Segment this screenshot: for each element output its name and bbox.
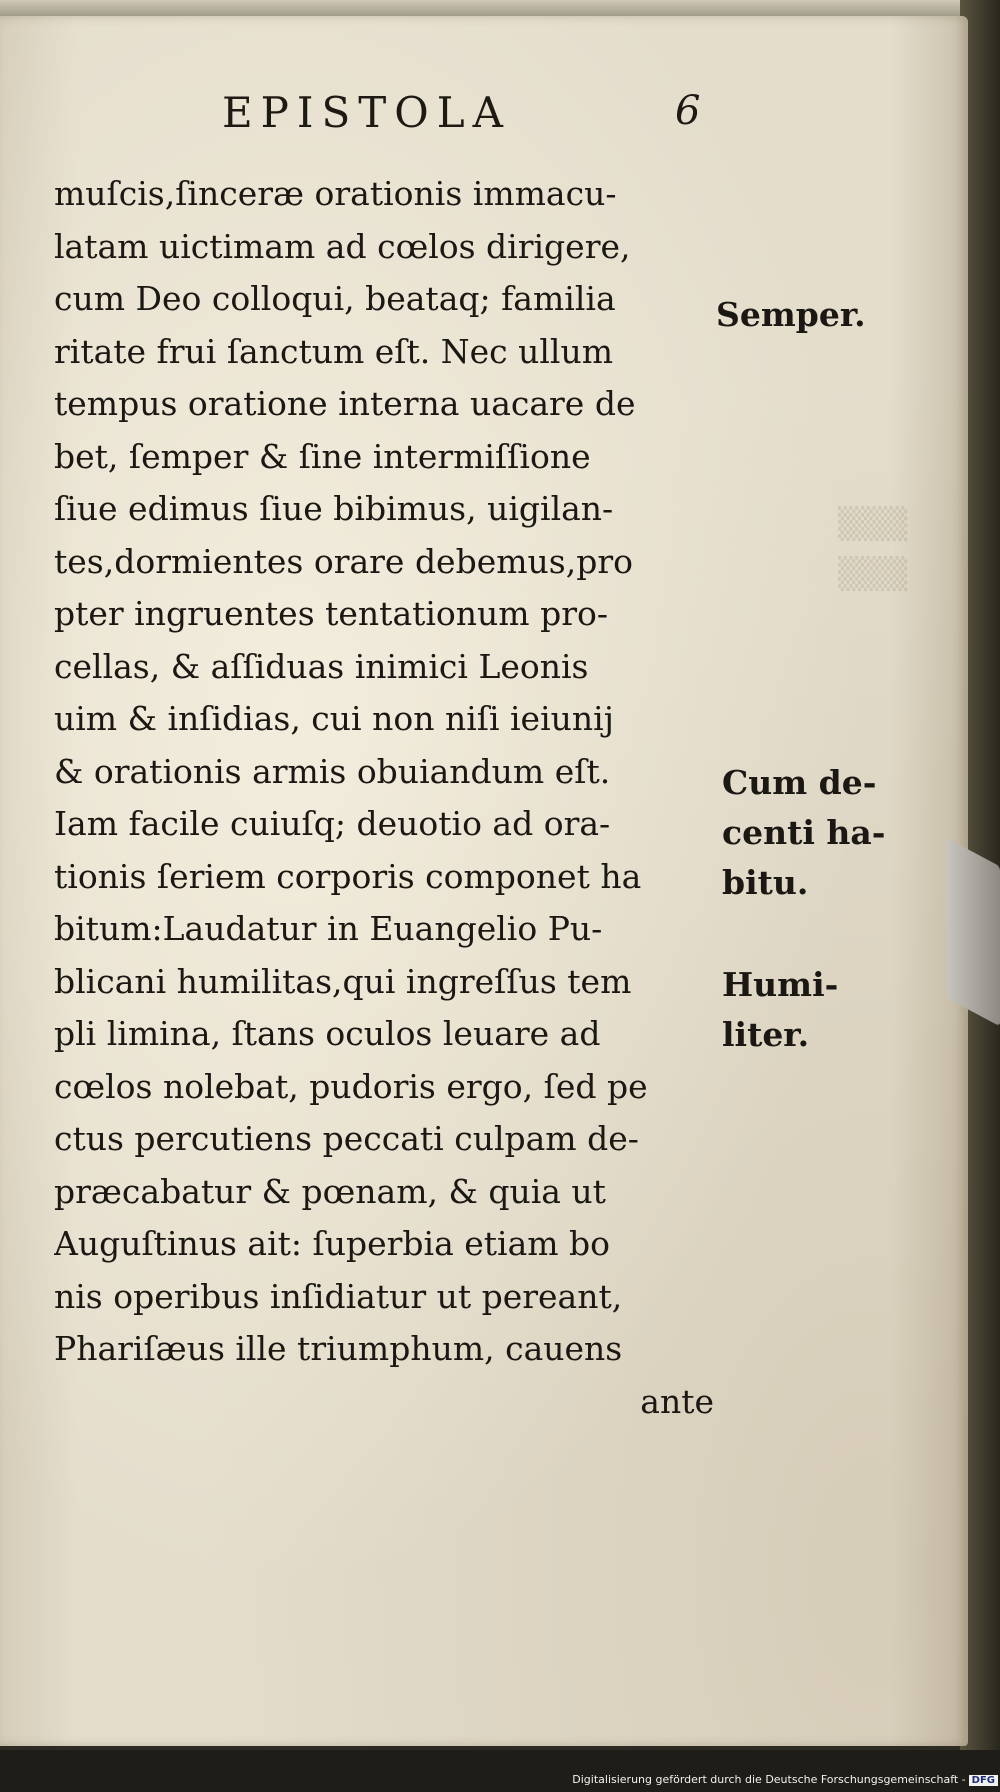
text-line: ſiue edimus ſiue bibimus, uigilan- (54, 489, 614, 528)
page-marker-tab (946, 838, 1000, 1027)
text-line: cellas, & aſſiduas inimici Leonis (54, 646, 589, 686)
header-title: EPISTOLA (222, 88, 511, 137)
text-line: muſcis,ſinceræ orationis immacu- (54, 174, 617, 213)
text-line: cum Deo colloqui, beataq; familia (54, 279, 616, 318)
marginal-note-humiliter (722, 960, 838, 1060)
marginal-note-cum-decenti-habitu (722, 758, 885, 908)
text-line: præcabatur & pœnam, & quia ut (54, 1171, 606, 1211)
text-line: pli limina, ſtans oculos leuare ad (54, 1014, 601, 1053)
text-line: Iam facile cuiuſq; deuotio ad ora- (54, 804, 611, 843)
text-line: bitum:Laudatur in Euangelio Pu- (54, 909, 603, 948)
text-line: ritate frui ſanctum eſt. Nec ullum (54, 331, 614, 371)
running-head (0, 88, 1000, 148)
digitization-credit (572, 1773, 998, 1786)
text-line: blicani humilitas,qui ingreſſus tem (54, 961, 632, 1001)
text-line: Auguſtinus ait: ſuperbia etiam bo (54, 1224, 611, 1263)
marginal-note-line: Humi- (722, 965, 839, 1004)
text-line: & orationis armis obuiandum eſt. (54, 751, 611, 791)
text-line: Phariſæus ille triumphum, cauens (54, 1329, 623, 1368)
marginal-note-line: bitu. (722, 863, 809, 902)
text-line: tes,dormientes orare debemus,pro (54, 541, 633, 581)
marginal-note-line: centi ha- (722, 813, 886, 852)
text-line: tempus oratione interna uacare de (54, 384, 636, 423)
text-line: bet, ſemper & ſine intermiſſione (54, 436, 591, 476)
credit-text: Digitalisierung gefördert durch die Deutsche Forschungsgemeinschaft - (572, 1773, 966, 1786)
marginal-note-line: liter. (722, 1015, 810, 1054)
text-line: ctus percutiens peccati culpam de- (54, 1119, 639, 1158)
text-line: pter ingruentes tentationum pro- (54, 594, 609, 633)
marginal-note-line: Cum de- (722, 763, 877, 802)
text-line: nis operibus inſidiatur ut pereant, (54, 1276, 623, 1316)
catchword: ante (640, 1381, 714, 1421)
text-line: cœlos nolebat, pudoris ergo, ſed pe (54, 1066, 648, 1106)
page-number: 6 (675, 88, 701, 134)
marginal-note-line: Semper. (716, 295, 866, 334)
body-text (54, 168, 714, 1428)
bleed-through-text: ▒▒▒ ▒▒▒ (838, 507, 908, 592)
text-line: tionis ſeriem corporis componet ha (54, 856, 642, 896)
text-line: uim & inſidias, cui non niſi ieiunij (54, 699, 614, 738)
text-line: latam uictimam ad cœlos dirigere, (54, 226, 631, 266)
marginal-note-semper (716, 290, 866, 340)
dfg-logo: DFG (969, 1775, 998, 1786)
